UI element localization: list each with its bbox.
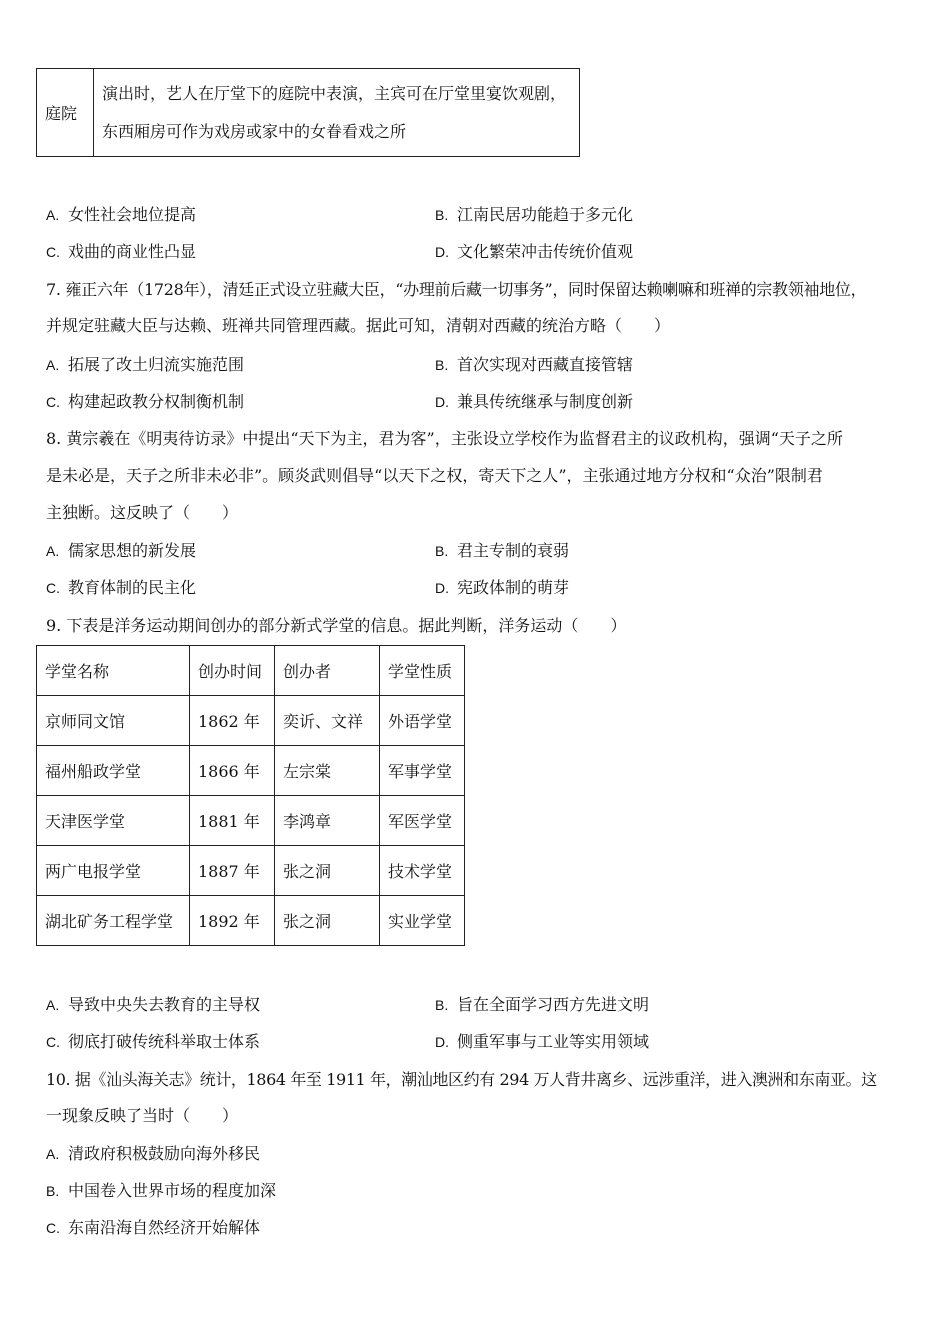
q10-stem-line1: 10. 据《汕头海关志》统计，1864 年至 1911 年，潮汕地区约有 294 万人背井离乡、远涉重洋，进入澳洲和东南亚。这: [46, 1070, 877, 1089]
q9-stem: 9. 下表是洋务运动期间创办的部分新式学堂的信息。据此判断，洋务运动（ ）: [46, 616, 627, 635]
table-header-row: [37, 646, 465, 696]
q6-option-b-letter: B.: [435, 207, 449, 223]
q10-option-a-letter: A.: [46, 1146, 60, 1162]
q8-stem-line3: 主独断。这反映了（ ）: [46, 503, 239, 522]
q6-option-a[interactable]: [46, 205, 196, 225]
cell-school-name: 福州船政学堂: [37, 746, 190, 796]
q6-option-d[interactable]: [435, 242, 633, 262]
q10-option-c[interactable]: [46, 1218, 260, 1238]
q8-option-b[interactable]: [435, 541, 569, 561]
q8-option-c-letter: C.: [46, 580, 60, 596]
cell-founding-time: 1892 年: [190, 896, 275, 946]
q8-option-c[interactable]: [46, 578, 196, 598]
q7-option-c-letter: C.: [46, 394, 60, 410]
cell-founder: 李鸿章: [275, 796, 380, 846]
cell-school-type: 军事学堂: [380, 746, 465, 796]
school-table: [36, 645, 465, 946]
courtyard-label: 庭院: [37, 69, 94, 157]
table-row: [37, 69, 580, 157]
table-row: [37, 846, 465, 896]
table-row: [37, 696, 465, 746]
q7-option-d-letter: D.: [435, 394, 449, 410]
cell-founder: 左宗棠: [275, 746, 380, 796]
q7-option-d[interactable]: [435, 392, 633, 412]
q10-option-a-text: 清政府积极鼓励向海外移民: [68, 1144, 261, 1163]
q7-option-b-letter: B.: [435, 357, 449, 373]
cell-founding-time: 1887 年: [190, 846, 275, 896]
q9-option-a[interactable]: [46, 995, 260, 1015]
cell-school-type: 军医学堂: [380, 796, 465, 846]
q8-option-c-text: 教育体制的民主化: [68, 578, 197, 597]
header-founder: 创办者: [275, 646, 380, 696]
q6-option-a-text: 女性社会地位提高: [68, 205, 197, 224]
q9-option-b-letter: B.: [435, 997, 449, 1013]
q8-option-a-letter: A.: [46, 543, 60, 559]
cell-school-name: 天津医学堂: [37, 796, 190, 846]
cell-school-type: 实业学堂: [380, 896, 465, 946]
q9-option-c-letter: C.: [46, 1034, 60, 1050]
header-school-type: 学堂性质: [380, 646, 465, 696]
q7-option-c[interactable]: [46, 392, 244, 412]
cell-school-name: 湖北矿务工程学堂: [37, 896, 190, 946]
cell-founder: 张之洞: [275, 896, 380, 946]
cell-founding-time: 1862 年: [190, 696, 275, 746]
cell-founder: 张之洞: [275, 846, 380, 896]
q6-option-a-letter: A.: [46, 207, 60, 223]
q8-option-a-text: 儒家思想的新发展: [68, 541, 197, 560]
q6-option-c-letter: C.: [46, 244, 60, 260]
q10-option-b-text: 中国卷入世界市场的程度加深: [68, 1181, 277, 1200]
q7-option-a[interactable]: [46, 355, 244, 375]
q8-option-b-letter: B.: [435, 543, 449, 559]
q8-option-d[interactable]: [435, 578, 569, 598]
table-row: [37, 796, 465, 846]
table-row: [37, 746, 465, 796]
q8-stem-line1: 8. 黄宗羲在《明夷待访录》中提出“天下为主，君为客”，主张设立学校作为监督君主的议政机构，强调“天子之所: [46, 429, 843, 448]
cell-school-name: 京师同文馆: [37, 696, 190, 746]
table-row: [37, 896, 465, 946]
q6-option-b-text: 江南民居功能趋于多元化: [457, 205, 634, 224]
q10-stem-line2: 一现象反映了当时（ ）: [46, 1106, 239, 1125]
courtyard-description-line1: 演出时，艺人在厅堂下的庭院中表演，主宾可在厅堂里宴饮观剧，: [102, 83, 567, 103]
cell-school-name: 两广电报学堂: [37, 846, 190, 896]
q9-option-d[interactable]: [435, 1032, 649, 1052]
cell-founding-time: 1881 年: [190, 796, 275, 846]
q9-option-b-text: 旨在全面学习西方先进文明: [457, 995, 650, 1014]
header-founding-time: 创办时间: [190, 646, 275, 696]
q10-option-b-letter: B.: [46, 1183, 60, 1199]
q6-option-b[interactable]: [435, 205, 633, 225]
q8-option-a[interactable]: [46, 541, 196, 561]
q7-option-c-text: 构建起政教分权制衡机制: [68, 392, 245, 411]
q9-option-d-letter: D.: [435, 1034, 449, 1050]
q7-option-b[interactable]: [435, 355, 633, 375]
q6-option-d-text: 文化繁荣冲击传统价值观: [457, 242, 634, 261]
q9-option-c[interactable]: [46, 1032, 260, 1052]
q7-stem-line2: 并规定驻藏大臣与达赖、班禅共同管理西藏。据此可知，清朝对西藏的统治方略（ ）: [46, 316, 671, 335]
q8-stem-line2: 是未必是，天子之所非未必非”。顾炎武则倡导“以天下之权，寄天下之人”，主张通过地方分权和“众治”限制君: [46, 466, 823, 485]
q10-option-c-letter: C.: [46, 1220, 60, 1236]
q7-option-d-text: 兼具传统继承与制度创新: [457, 392, 634, 411]
q10-option-a[interactable]: [46, 1144, 260, 1164]
q9-option-a-letter: A.: [46, 997, 60, 1013]
q8-option-d-letter: D.: [435, 580, 449, 596]
courtyard-table: [36, 68, 580, 157]
cell-school-type: 技术学堂: [380, 846, 465, 896]
q9-option-d-text: 侧重军事与工业等实用领域: [457, 1032, 650, 1051]
q9-option-c-text: 彻底打破传统科举取士体系: [68, 1032, 261, 1051]
q8-option-b-text: 君主专制的衰弱: [457, 541, 570, 560]
q9-option-b[interactable]: [435, 995, 649, 1015]
q8-option-d-text: 宪政体制的萌芽: [457, 578, 570, 597]
cell-school-type: 外语学堂: [380, 696, 465, 746]
courtyard-description: [94, 69, 580, 157]
q9-option-a-text: 导致中央失去教育的主导权: [68, 995, 261, 1014]
q7-stem-line1: 7. 雍正六年（1728年），清廷正式设立驻藏大臣，“办理前后藏一切事务”，同时保留达赖喇嘛和班禅的宗教领袖地位，: [46, 280, 867, 299]
cell-founding-time: 1866 年: [190, 746, 275, 796]
q10-option-c-text: 东南沿海自然经济开始解体: [68, 1218, 261, 1237]
q6-option-c[interactable]: [46, 242, 196, 262]
header-school-name: 学堂名称: [37, 646, 190, 696]
q7-option-b-text: 首次实现对西藏直接管辖: [457, 355, 634, 374]
cell-founder: 奕䜣、文祥: [275, 696, 380, 746]
courtyard-description-line2: 东西厢房可作为戏房或家中的女眷看戏之所: [102, 121, 407, 141]
q10-option-b[interactable]: [46, 1181, 276, 1201]
q7-option-a-letter: A.: [46, 357, 60, 373]
q6-option-d-letter: D.: [435, 244, 449, 260]
q7-option-a-text: 拓展了改土归流实施范围: [68, 355, 245, 374]
q6-option-c-text: 戏曲的商业性凸显: [68, 242, 197, 261]
